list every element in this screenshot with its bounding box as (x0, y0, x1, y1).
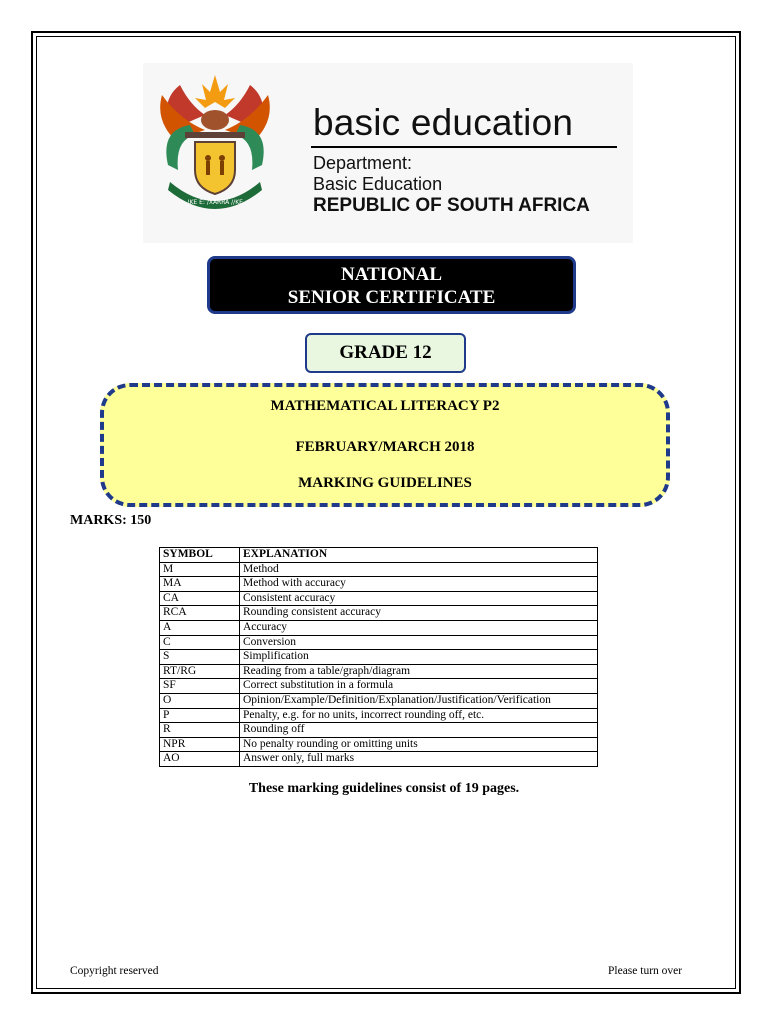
brand-title: basic education (313, 102, 574, 143)
symbol-cell: A (160, 620, 240, 635)
exam-session: FEBRUARY/MARCH 2018 (295, 439, 475, 455)
header-symbol: SYMBOL (160, 548, 240, 563)
explanation-cell: No penalty rounding or omitting units (240, 737, 598, 752)
symbol-cell: AO (160, 752, 240, 767)
explanation-cell: Correct substitution in a formula (240, 679, 598, 694)
document-type: MARKING GUIDELINES (298, 475, 472, 491)
symbol-cell: O (160, 693, 240, 708)
footer-turn-over: Please turn over (608, 965, 683, 977)
certificate-line-1: NATIONAL (341, 264, 442, 285)
explanation-cell: Opinion/Example/Definition/Explanation/Justification/Verification (240, 693, 598, 708)
footer-copyright: Copyright reserved (70, 965, 159, 977)
symbol-cell: S (160, 650, 240, 665)
table-row (160, 693, 598, 708)
symbol-cell: SF (160, 679, 240, 694)
certificate-banner (207, 256, 576, 314)
symbol-cell: R (160, 723, 240, 738)
table-row (160, 620, 598, 635)
symbol-cell: P (160, 708, 240, 723)
subject-panel (100, 383, 670, 507)
explanation-cell: Rounding off (240, 723, 598, 738)
table-row (160, 752, 598, 767)
table-row (160, 606, 598, 621)
page-count-note: These marking guidelines consist of 19 pages. (248, 781, 520, 796)
table-row (160, 577, 598, 592)
table-row (160, 664, 598, 679)
explanation-cell: Answer only, full marks (240, 752, 598, 767)
department-line-2: Basic Education (313, 174, 443, 194)
certificate-line-2: SENIOR CERTIFICATE (287, 287, 496, 308)
department-name (313, 153, 442, 195)
explanation-cell: Method (240, 562, 598, 577)
symbol-cell: CA (160, 591, 240, 606)
table-header-row (160, 548, 598, 563)
explanation-cell: Accuracy (240, 620, 598, 635)
department-line-1: Department: (313, 153, 413, 173)
table-row (160, 591, 598, 606)
symbol-cell: NPR (160, 737, 240, 752)
table-row (160, 562, 598, 577)
total-marks: MARKS: 150 (70, 513, 152, 528)
symbol-cell: RT/RG (160, 664, 240, 679)
table-row (160, 650, 598, 665)
explanation-cell: Rounding consistent accuracy (240, 606, 598, 621)
motto-text: !KE E: /XARRA //KE (187, 199, 243, 206)
explanation-cell: Method with accuracy (240, 577, 598, 592)
explanation-cell: Penalty, e.g. for no units, incorrect rounding off, etc. (240, 708, 598, 723)
symbol-cell: M (160, 562, 240, 577)
table-row (160, 708, 598, 723)
symbol-cell: RCA (160, 606, 240, 621)
symbol-cell: C (160, 635, 240, 650)
table-row (160, 737, 598, 752)
explanation-cell: Reading from a table/graph/diagram (240, 664, 598, 679)
grade-badge: GRADE 12 (305, 333, 466, 373)
explanation-cell: Conversion (240, 635, 598, 650)
explanation-cell: Consistent accuracy (240, 591, 598, 606)
explanation-cell: Simplification (240, 650, 598, 665)
coat-of-arms-icon (150, 70, 280, 230)
table-row (160, 635, 598, 650)
symbol-cell: MA (160, 577, 240, 592)
brand-divider (311, 146, 617, 148)
header-explanation: EXPLANATION (240, 548, 598, 563)
table-row (160, 679, 598, 694)
symbols-table (159, 547, 598, 767)
republic-name: REPUBLIC OF SOUTH AFRICA (313, 195, 590, 216)
table-row (160, 723, 598, 738)
paper-title: MATHEMATICAL LITERACY P2 (270, 398, 500, 414)
